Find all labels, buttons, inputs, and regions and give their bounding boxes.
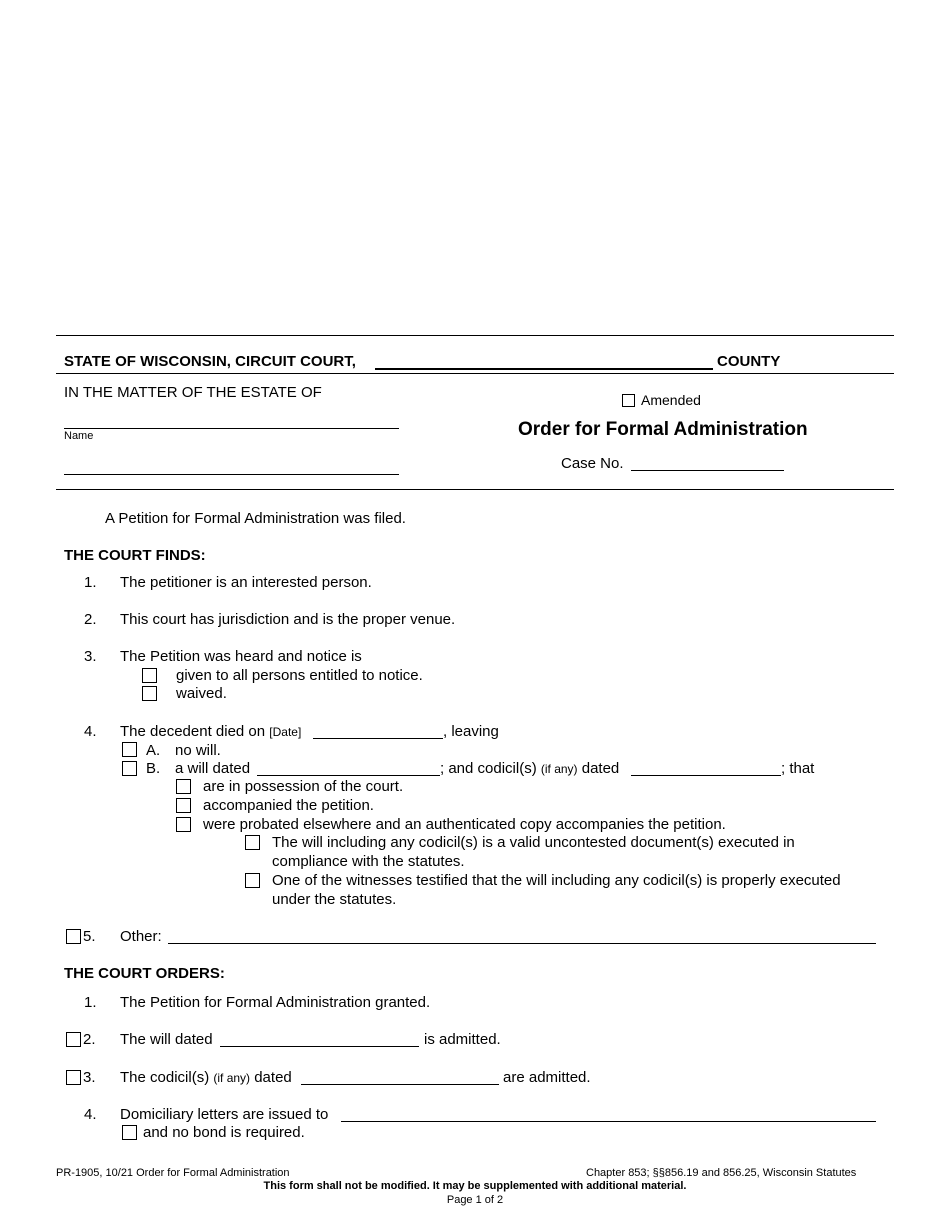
header-rule <box>56 373 894 374</box>
orders-4-text: Domiciliary letters are issued to <box>120 1106 329 1123</box>
probated-elsewhere-label: were probated elsewhere and an authenticated copy accompanies the petition. <box>203 816 726 833</box>
orders-heading: THE COURT ORDERS: <box>64 965 225 982</box>
orders-3-if-any: (if any) <box>213 1071 251 1085</box>
accompanied-label: accompanied the petition. <box>203 797 374 814</box>
in-possession-label: are in possession of the court. <box>203 778 404 795</box>
orders-3-text <box>120 1069 292 1086</box>
finds-5-num: 5. <box>83 928 96 945</box>
footer-form-id: PR-1905, 10/21 Order for Formal Administration <box>56 1167 290 1179</box>
option-b-label: B. <box>146 760 161 777</box>
estate-name-field-2[interactable] <box>64 474 399 475</box>
case-no-field[interactable] <box>631 470 784 471</box>
valid-uncontested-checkbox[interactable] <box>245 835 260 850</box>
no-bond-checkbox[interactable] <box>122 1125 137 1140</box>
will-dated-text: a will dated <box>175 760 251 777</box>
if-any-hint: (if any) <box>540 762 578 776</box>
probated-elsewhere-checkbox[interactable] <box>176 817 191 832</box>
letters-issued-to-field[interactable] <box>341 1121 876 1122</box>
orders-2-text-a: The will dated <box>120 1031 213 1048</box>
codicil-dated-label: dated <box>581 760 620 777</box>
name-label: Name <box>64 430 94 442</box>
notice-given-label: given to all persons entitled to notice. <box>176 667 423 684</box>
other-field[interactable] <box>168 943 876 944</box>
other-label: Other: <box>120 928 162 945</box>
orders-1-text: The Petition for Formal Administration granted. <box>120 994 431 1011</box>
finds-1-num: 1. <box>84 574 97 591</box>
orders-2-text-b: is admitted. <box>424 1031 501 1048</box>
admitted-will-date-field[interactable] <box>220 1046 419 1047</box>
notice-given-checkbox[interactable] <box>142 668 157 683</box>
finds-1-text: The petitioner is an interested person. <box>120 574 372 591</box>
orders-3-num: 3. <box>83 1069 96 1086</box>
codicil-admitted-checkbox[interactable] <box>66 1070 81 1085</box>
court-label: STATE OF WISCONSIN, CIRCUIT COURT, <box>64 353 356 370</box>
will-admitted-checkbox[interactable] <box>66 1032 81 1047</box>
county-field[interactable] <box>375 368 713 370</box>
top-rule <box>56 335 894 336</box>
codicil-date-field[interactable] <box>631 775 781 776</box>
intro-text: A Petition for Formal Administration was filed. <box>105 510 406 527</box>
orders-3-text-c: are admitted. <box>503 1069 591 1086</box>
amended-label: Amended <box>641 392 701 408</box>
orders-3-codicil: The codicil(s) <box>120 1069 210 1086</box>
date-hint: [Date] <box>269 725 302 739</box>
witness-testified-checkbox[interactable] <box>245 873 260 888</box>
footer-statute: Chapter 853; §§856.19 and 856.25, Wisconsin Statutes <box>586 1167 857 1179</box>
witness-testified-line1: One of the witnesses testified that the will including any codicil(s) is properly executed <box>272 872 841 889</box>
finds-4-num: 4. <box>84 723 97 740</box>
footer-page: Page 1 of 2 <box>446 1194 504 1206</box>
will-date-field[interactable] <box>257 775 440 776</box>
header-bottom-rule <box>56 489 894 490</box>
death-date-field[interactable] <box>313 738 443 739</box>
finds-4-text <box>120 723 301 740</box>
orders-2-num: 2. <box>83 1031 96 1048</box>
in-possession-checkbox[interactable] <box>176 779 191 794</box>
leaving-text: , leaving <box>443 723 499 740</box>
orders-4-num: 4. <box>84 1106 97 1123</box>
county-label: COUNTY <box>717 353 781 370</box>
other-checkbox[interactable] <box>66 929 81 944</box>
no-will-checkbox[interactable] <box>122 742 137 757</box>
finds-heading: THE COURT FINDS: <box>64 547 206 564</box>
notice-waived-checkbox[interactable] <box>142 686 157 701</box>
finds-2-num: 2. <box>84 611 97 628</box>
notice-waived-label: waived. <box>176 685 227 702</box>
option-a-label: A. <box>146 742 161 759</box>
orders-1-num: 1. <box>84 994 97 1011</box>
matter-label: IN THE MATTER OF THE ESTATE OF <box>64 384 322 401</box>
no-will-text: no will. <box>175 742 221 759</box>
no-bond-label: and no bond is required. <box>143 1124 305 1141</box>
codicil-label: ; and codicil(s) <box>440 760 537 777</box>
admitted-codicil-date-field[interactable] <box>301 1084 499 1085</box>
witness-testified-line2: under the statutes. <box>272 891 397 908</box>
valid-uncontested-line2: compliance with the statutes. <box>272 853 465 870</box>
form-title: Order for Formal Administration <box>518 419 808 440</box>
estate-name-field[interactable] <box>64 428 399 429</box>
that-text: ; that <box>781 760 815 777</box>
codicil-text <box>440 760 619 777</box>
finds-3-text: The Petition was heard and notice is <box>120 648 362 665</box>
will-dated-checkbox[interactable] <box>122 761 137 776</box>
finds-2-text: This court has jurisdiction and is the proper venue. <box>120 611 456 628</box>
valid-uncontested-line1: The will including any codicil(s) is a valid uncontested document(s) executed in <box>272 834 795 851</box>
footer-notice: This form shall not be modified. It may be supplemented with additional material. <box>263 1180 687 1192</box>
accompanied-checkbox[interactable] <box>176 798 191 813</box>
amended-checkbox[interactable] <box>622 394 635 407</box>
finds-3-num: 3. <box>84 648 97 665</box>
orders-3-dated: dated <box>254 1069 292 1086</box>
decedent-died-text: The decedent died on <box>120 723 266 740</box>
case-no-label: Case No. <box>561 455 624 472</box>
